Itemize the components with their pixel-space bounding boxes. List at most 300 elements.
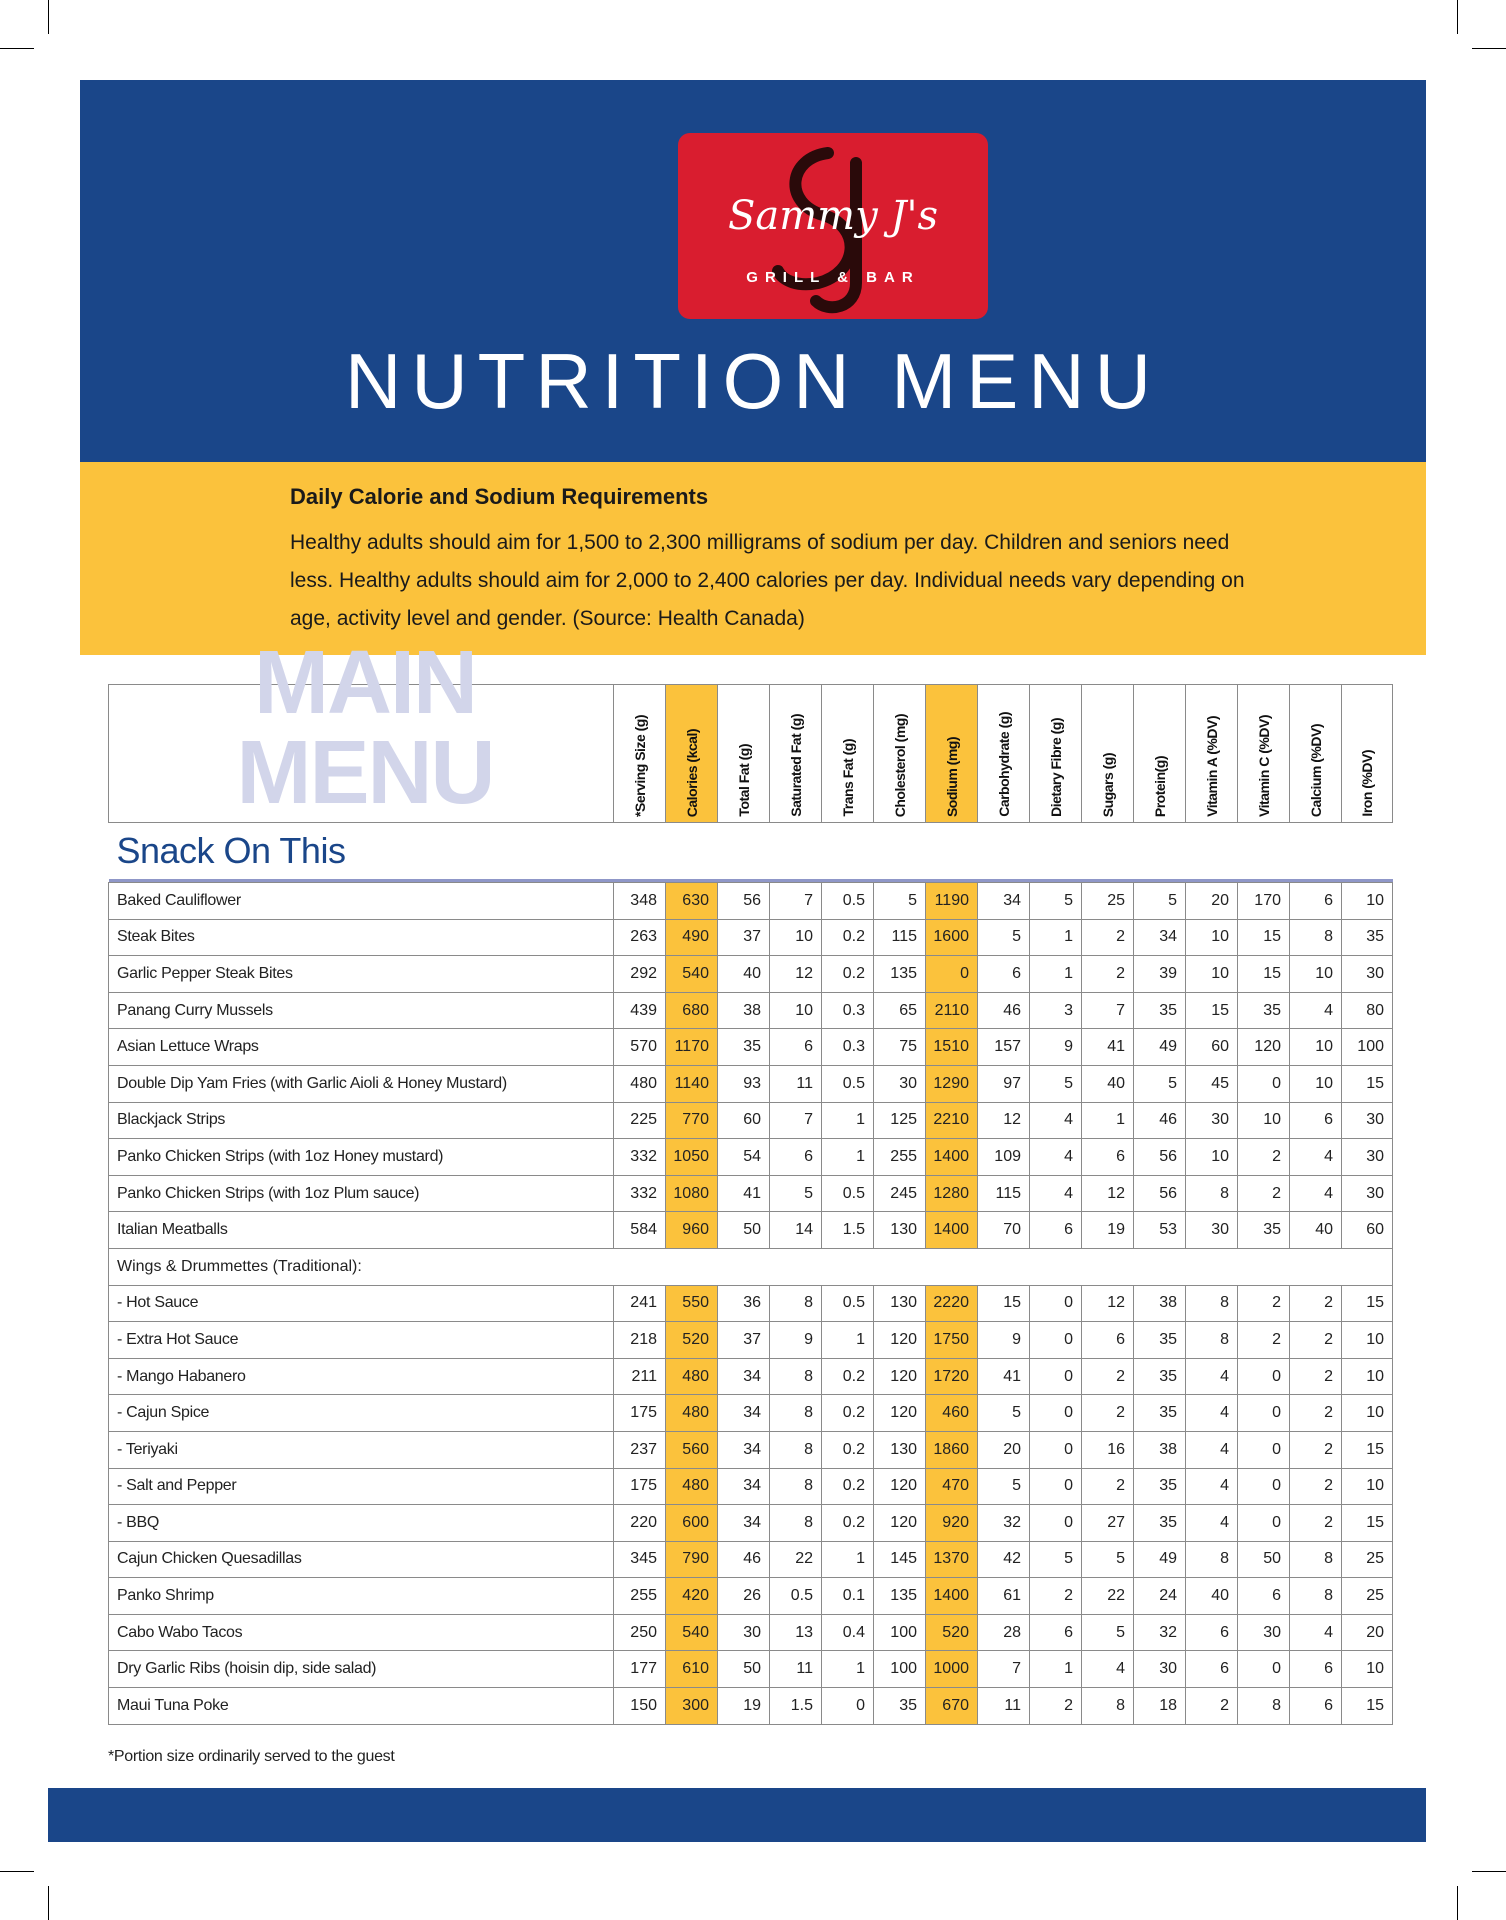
table-cell: 15 bbox=[1342, 1688, 1393, 1725]
table-cell: 2 bbox=[1082, 1395, 1134, 1432]
table-cell: 0.5 bbox=[770, 1578, 822, 1615]
table-cell: 5 bbox=[874, 883, 926, 920]
table-cell: 10 bbox=[1186, 919, 1238, 956]
table-cell: 10 bbox=[1342, 1322, 1393, 1359]
table-cell: 6 bbox=[1030, 1212, 1082, 1249]
table-cell: 8 bbox=[770, 1285, 822, 1322]
table-cell: 10 bbox=[1186, 956, 1238, 993]
table-cell: 1050 bbox=[666, 1139, 718, 1176]
table-cell: 34 bbox=[718, 1431, 770, 1468]
table-cell: 0.3 bbox=[822, 992, 874, 1029]
table-cell: 22 bbox=[1082, 1578, 1134, 1615]
table-cell: 540 bbox=[666, 1614, 718, 1651]
table-cell: 6 bbox=[1082, 1139, 1134, 1176]
table-cell: 460 bbox=[926, 1395, 978, 1432]
table-cell: 20 bbox=[978, 1431, 1030, 1468]
table-cell: 109 bbox=[978, 1139, 1030, 1176]
table-cell: 770 bbox=[666, 1102, 718, 1139]
item-name: Panko Chicken Strips (with 1oz Honey mustard) bbox=[109, 1139, 614, 1176]
table-cell: 1080 bbox=[666, 1175, 718, 1212]
table-cell: 75 bbox=[874, 1029, 926, 1066]
table-cell: 0 bbox=[1238, 1468, 1290, 1505]
table-cell: 7 bbox=[1082, 992, 1134, 1029]
table-cell: 1 bbox=[1082, 1102, 1134, 1139]
column-header-label: Calories (kcal) bbox=[683, 728, 700, 817]
table-cell: 1400 bbox=[926, 1578, 978, 1615]
table-cell: 520 bbox=[926, 1614, 978, 1651]
table-cell: 2 bbox=[1186, 1688, 1238, 1725]
table-cell: 2 bbox=[1238, 1322, 1290, 1359]
column-header bbox=[874, 685, 926, 823]
table-cell: 177 bbox=[614, 1651, 666, 1688]
table-cell: 4 bbox=[1186, 1505, 1238, 1542]
column-header bbox=[614, 685, 666, 823]
table-cell: 5 bbox=[1134, 1065, 1186, 1102]
table-cell: 100 bbox=[874, 1651, 926, 1688]
requirements-body: Healthy adults should aim for 1,500 to 2,300 milligrams of sodium per day. Children and seniors need less. Healthy adults should aim for 2,000 to 2,400 calories per day. Individual needs vary depending on age, activity level and gender. (Source: Health Canada) bbox=[290, 531, 1245, 630]
table-cell: 30 bbox=[1186, 1212, 1238, 1249]
table-cell: 8 bbox=[770, 1431, 822, 1468]
crop-mark bbox=[1457, 0, 1458, 34]
table-cell: 1170 bbox=[666, 1029, 718, 1066]
table-cell: 15 bbox=[978, 1285, 1030, 1322]
table-cell: 5 bbox=[1082, 1614, 1134, 1651]
table-cell: 56 bbox=[1134, 1139, 1186, 1176]
table-cell: 115 bbox=[978, 1175, 1030, 1212]
table-cell: 49 bbox=[1134, 1541, 1186, 1578]
table-cell: 0 bbox=[1030, 1322, 1082, 1359]
column-header bbox=[978, 685, 1030, 823]
table-row bbox=[109, 1285, 1393, 1322]
table-cell: 218 bbox=[614, 1322, 666, 1359]
table-cell: 32 bbox=[978, 1505, 1030, 1542]
table-cell: 8 bbox=[1186, 1322, 1238, 1359]
table-cell: 1370 bbox=[926, 1541, 978, 1578]
table-row bbox=[109, 1578, 1393, 1615]
table-cell: 1190 bbox=[926, 883, 978, 920]
table-cell: 135 bbox=[874, 956, 926, 993]
table-cell: 0 bbox=[1238, 1065, 1290, 1102]
table-cell: 9 bbox=[1030, 1029, 1082, 1066]
item-name: Panko Shrimp bbox=[109, 1578, 614, 1615]
table-cell: 10 bbox=[1342, 1468, 1393, 1505]
crop-mark bbox=[1457, 1886, 1458, 1920]
table-cell: 34 bbox=[978, 883, 1030, 920]
table-cell: 22 bbox=[770, 1541, 822, 1578]
restaurant-logo bbox=[678, 133, 988, 319]
table-cell: 6 bbox=[1030, 1614, 1082, 1651]
table-cell: 5 bbox=[1030, 883, 1082, 920]
table-cell: 1720 bbox=[926, 1358, 978, 1395]
table-cell: 35 bbox=[1134, 992, 1186, 1029]
table-cell: 225 bbox=[614, 1102, 666, 1139]
table-cell: 15 bbox=[1342, 1285, 1393, 1322]
table-cell: 960 bbox=[666, 1212, 718, 1249]
table-cell: 480 bbox=[666, 1468, 718, 1505]
table-cell: 5 bbox=[978, 1395, 1030, 1432]
table-cell: 1 bbox=[822, 1102, 874, 1139]
table-cell: 130 bbox=[874, 1285, 926, 1322]
group-label: Wings & Drummettes (Traditional): bbox=[109, 1248, 1393, 1285]
table-cell: 80 bbox=[1342, 992, 1393, 1029]
table-cell: 60 bbox=[1342, 1212, 1393, 1249]
table-cell: 12 bbox=[978, 1102, 1030, 1139]
table-cell: 1400 bbox=[926, 1212, 978, 1249]
column-header bbox=[1082, 685, 1134, 823]
table-cell: 570 bbox=[614, 1029, 666, 1066]
table-cell: 1140 bbox=[666, 1065, 718, 1102]
table-cell: 120 bbox=[874, 1468, 926, 1505]
item-name: - Salt and Pepper bbox=[109, 1468, 614, 1505]
table-row bbox=[109, 883, 1393, 920]
table-cell: 8 bbox=[1082, 1688, 1134, 1725]
table-cell: 30 bbox=[1342, 1139, 1393, 1176]
table-cell: 38 bbox=[1134, 1285, 1186, 1322]
table-cell: 60 bbox=[1186, 1029, 1238, 1066]
table-cell: 1600 bbox=[926, 919, 978, 956]
table-cell: 2 bbox=[1082, 919, 1134, 956]
footer-bar bbox=[48, 1788, 1426, 1842]
item-name: - Cajun Spice bbox=[109, 1395, 614, 1432]
table-cell: 250 bbox=[614, 1614, 666, 1651]
table-cell: 0 bbox=[1238, 1505, 1290, 1542]
table-cell: 470 bbox=[926, 1468, 978, 1505]
table-cell: 0 bbox=[1030, 1468, 1082, 1505]
table-cell: 5 bbox=[1134, 883, 1186, 920]
table-cell: 30 bbox=[718, 1614, 770, 1651]
table-cell: 11 bbox=[770, 1065, 822, 1102]
table-cell: 680 bbox=[666, 992, 718, 1029]
table-cell: 6 bbox=[1238, 1578, 1290, 1615]
table-row bbox=[109, 1212, 1393, 1249]
table-cell: 6 bbox=[770, 1139, 822, 1176]
table-cell: 4 bbox=[1290, 1139, 1342, 1176]
table-cell: 480 bbox=[614, 1065, 666, 1102]
crop-mark bbox=[0, 48, 34, 49]
table-row bbox=[109, 1322, 1393, 1359]
table-cell: 0 bbox=[1030, 1431, 1082, 1468]
table-cell: 2 bbox=[1082, 1468, 1134, 1505]
column-header-label: Dietary Fibre (g) bbox=[1047, 718, 1064, 817]
column-header-label: Cholesterol (mg) bbox=[891, 713, 908, 817]
group-header-row bbox=[109, 1248, 1393, 1285]
table-cell: 61 bbox=[978, 1578, 1030, 1615]
table-row bbox=[109, 1358, 1393, 1395]
table-cell: 2 bbox=[1290, 1395, 1342, 1432]
table-cell: 0.5 bbox=[822, 883, 874, 920]
item-name: Double Dip Yam Fries (with Garlic Aioli & Honey Mustard) bbox=[109, 1065, 614, 1102]
table-cell: 35 bbox=[718, 1029, 770, 1066]
table-cell: 420 bbox=[666, 1578, 718, 1615]
table-cell: 36 bbox=[718, 1285, 770, 1322]
table-cell: 10 bbox=[1238, 1102, 1290, 1139]
table-cell: 30 bbox=[1186, 1102, 1238, 1139]
table-cell: 4 bbox=[1030, 1102, 1082, 1139]
requirements-heading: Daily Calorie and Sodium Requirements bbox=[290, 484, 709, 509]
table-cell: 56 bbox=[1134, 1175, 1186, 1212]
table-cell: 30 bbox=[1238, 1614, 1290, 1651]
table-cell: 30 bbox=[1134, 1651, 1186, 1688]
column-header-label: Carbohydrate (g) bbox=[995, 712, 1012, 817]
table-cell: 5 bbox=[1030, 1541, 1082, 1578]
table-cell: 40 bbox=[718, 956, 770, 993]
logo-subtitle: GRILL & BAR bbox=[746, 269, 920, 286]
table-cell: 34 bbox=[718, 1505, 770, 1542]
table-cell: 28 bbox=[978, 1614, 1030, 1651]
table-cell: 1 bbox=[1030, 919, 1082, 956]
table-cell: 2 bbox=[1290, 1285, 1342, 1322]
crop-mark bbox=[1472, 48, 1506, 49]
table-cell: 15 bbox=[1342, 1065, 1393, 1102]
table-cell: 4 bbox=[1030, 1139, 1082, 1176]
table-cell: 120 bbox=[874, 1505, 926, 1542]
table-cell: 16 bbox=[1082, 1431, 1134, 1468]
table-cell: 12 bbox=[1082, 1175, 1134, 1212]
table-cell: 12 bbox=[770, 956, 822, 993]
table-cell: 2 bbox=[1238, 1139, 1290, 1176]
table-cell: 35 bbox=[1238, 1212, 1290, 1249]
header-banner bbox=[80, 80, 1426, 462]
table-cell: 6 bbox=[1290, 883, 1342, 920]
table-cell: 332 bbox=[614, 1175, 666, 1212]
table-cell: 4 bbox=[1186, 1468, 1238, 1505]
column-header-label: Protein(g) bbox=[1151, 755, 1168, 817]
table-cell: 9 bbox=[770, 1322, 822, 1359]
table-cell: 120 bbox=[874, 1395, 926, 1432]
table-cell: 630 bbox=[666, 883, 718, 920]
table-cell: 115 bbox=[874, 919, 926, 956]
table-cell: 263 bbox=[614, 919, 666, 956]
table-cell: 65 bbox=[874, 992, 926, 1029]
table-cell: 0 bbox=[1030, 1505, 1082, 1542]
table-cell: 49 bbox=[1134, 1029, 1186, 1066]
table-cell: 35 bbox=[1134, 1505, 1186, 1542]
main-menu-cell bbox=[109, 633, 614, 823]
table-cell: 6 bbox=[1290, 1102, 1342, 1139]
table-cell: 24 bbox=[1134, 1578, 1186, 1615]
table-cell: 10 bbox=[770, 992, 822, 1029]
table-cell: 245 bbox=[874, 1175, 926, 1212]
table-cell: 42 bbox=[978, 1541, 1030, 1578]
table-cell: 550 bbox=[666, 1285, 718, 1322]
table-cell: 2110 bbox=[926, 992, 978, 1029]
table-cell: 34 bbox=[718, 1358, 770, 1395]
item-name: Baked Cauliflower bbox=[109, 883, 614, 920]
column-header bbox=[822, 685, 874, 823]
table-cell: 0.1 bbox=[822, 1578, 874, 1615]
item-name: Steak Bites bbox=[109, 919, 614, 956]
table-cell: 120 bbox=[874, 1358, 926, 1395]
table-cell: 20 bbox=[1186, 883, 1238, 920]
table-cell: 4 bbox=[1290, 1614, 1342, 1651]
section-row bbox=[109, 823, 1393, 880]
table-row bbox=[109, 956, 1393, 993]
table-cell: 157 bbox=[978, 1029, 1030, 1066]
table-cell: 10 bbox=[1342, 883, 1393, 920]
item-name: - Extra Hot Sauce bbox=[109, 1322, 614, 1359]
table-cell: 2 bbox=[1030, 1578, 1082, 1615]
table-cell: 0.5 bbox=[822, 1065, 874, 1102]
item-name: - BBQ bbox=[109, 1505, 614, 1542]
table-cell: 584 bbox=[614, 1212, 666, 1249]
table-row bbox=[109, 1102, 1393, 1139]
table-cell: 0.2 bbox=[822, 1431, 874, 1468]
table-cell: 15 bbox=[1238, 919, 1290, 956]
table-cell: 300 bbox=[666, 1688, 718, 1725]
table-cell: 34 bbox=[1134, 919, 1186, 956]
table-cell: 0 bbox=[1030, 1358, 1082, 1395]
table-cell: 1.5 bbox=[770, 1688, 822, 1725]
table-cell: 0 bbox=[1238, 1431, 1290, 1468]
table-row bbox=[109, 1139, 1393, 1176]
item-name: Dry Garlic Ribs (hoisin dip, side salad) bbox=[109, 1651, 614, 1688]
table-cell: 4 bbox=[1030, 1175, 1082, 1212]
table-cell: 170 bbox=[1238, 883, 1290, 920]
table-cell: 93 bbox=[718, 1065, 770, 1102]
table-cell: 10 bbox=[1342, 1358, 1393, 1395]
table-cell: 38 bbox=[718, 992, 770, 1029]
table-row bbox=[109, 1688, 1393, 1725]
table-cell: 1750 bbox=[926, 1322, 978, 1359]
table-cell: 6 bbox=[978, 956, 1030, 993]
table-cell: 8 bbox=[1238, 1688, 1290, 1725]
table-cell: 41 bbox=[1082, 1029, 1134, 1066]
table-cell: 15 bbox=[1342, 1431, 1393, 1468]
crop-mark bbox=[0, 1871, 34, 1872]
table-cell: 10 bbox=[1290, 1029, 1342, 1066]
table-cell: 35 bbox=[1134, 1358, 1186, 1395]
table-cell: 2 bbox=[1290, 1322, 1342, 1359]
table-cell: 5 bbox=[1030, 1065, 1082, 1102]
table-cell: 8 bbox=[1290, 1541, 1342, 1578]
table-cell: 145 bbox=[874, 1541, 926, 1578]
column-header bbox=[666, 685, 718, 823]
main-menu-label: MAIN MENU bbox=[236, 633, 494, 823]
table-cell: 2 bbox=[1082, 1358, 1134, 1395]
table-cell: 490 bbox=[666, 919, 718, 956]
column-header bbox=[1290, 685, 1342, 823]
table-cell: 1860 bbox=[926, 1431, 978, 1468]
table-cell: 60 bbox=[718, 1102, 770, 1139]
table-cell: 130 bbox=[874, 1431, 926, 1468]
table-cell: 46 bbox=[978, 992, 1030, 1029]
table-cell: 40 bbox=[1290, 1212, 1342, 1249]
table-cell: 2 bbox=[1290, 1505, 1342, 1542]
table-cell: 25 bbox=[1342, 1541, 1393, 1578]
table-cell: 0.3 bbox=[822, 1029, 874, 1066]
table-cell: 0.2 bbox=[822, 1358, 874, 1395]
table-cell: 37 bbox=[718, 919, 770, 956]
table-cell: 0.5 bbox=[822, 1175, 874, 1212]
table-cell: 35 bbox=[1134, 1322, 1186, 1359]
table-cell: 6 bbox=[1186, 1651, 1238, 1688]
table-cell: 20 bbox=[1342, 1614, 1393, 1651]
requirements-panel bbox=[80, 462, 1426, 655]
table-cell: 8 bbox=[770, 1505, 822, 1542]
table-row bbox=[109, 1431, 1393, 1468]
table-cell: 670 bbox=[926, 1688, 978, 1725]
table-cell: 0.2 bbox=[822, 956, 874, 993]
table-cell: 4 bbox=[1186, 1358, 1238, 1395]
table-cell: 480 bbox=[666, 1395, 718, 1432]
table-cell: 35 bbox=[1342, 919, 1393, 956]
table-cell: 30 bbox=[1342, 1102, 1393, 1139]
table-cell: 40 bbox=[1082, 1065, 1134, 1102]
table-cell: 255 bbox=[614, 1578, 666, 1615]
column-header-label: Sodium (mg) bbox=[943, 736, 960, 817]
table-cell: 2 bbox=[1238, 1285, 1290, 1322]
table-cell: 120 bbox=[874, 1322, 926, 1359]
table-cell: 1000 bbox=[926, 1651, 978, 1688]
table-cell: 35 bbox=[1134, 1468, 1186, 1505]
table-cell: 30 bbox=[1342, 1175, 1393, 1212]
table-cell: 600 bbox=[666, 1505, 718, 1542]
column-header bbox=[770, 685, 822, 823]
table-cell: 241 bbox=[614, 1285, 666, 1322]
table-cell: 439 bbox=[614, 992, 666, 1029]
column-header-label: Iron (%DV) bbox=[1359, 750, 1375, 817]
table-cell: 30 bbox=[874, 1065, 926, 1102]
table-cell: 2 bbox=[1290, 1358, 1342, 1395]
column-header bbox=[1030, 685, 1082, 823]
table-cell: 0 bbox=[926, 956, 978, 993]
item-name: - Teriyaki bbox=[109, 1431, 614, 1468]
item-name: Maui Tuna Poke bbox=[109, 1688, 614, 1725]
table-row bbox=[109, 1651, 1393, 1688]
table-cell: 790 bbox=[666, 1541, 718, 1578]
table-cell: 11 bbox=[770, 1651, 822, 1688]
table-cell: 54 bbox=[718, 1139, 770, 1176]
column-header bbox=[1238, 685, 1290, 823]
table-cell: 4 bbox=[1186, 1431, 1238, 1468]
table-cell: 920 bbox=[926, 1505, 978, 1542]
table-cell: 1400 bbox=[926, 1139, 978, 1176]
table-cell: 211 bbox=[614, 1358, 666, 1395]
table-cell: 10 bbox=[1290, 956, 1342, 993]
table-cell: 292 bbox=[614, 956, 666, 993]
table-cell: 150 bbox=[614, 1688, 666, 1725]
table-cell: 6 bbox=[1082, 1322, 1134, 1359]
table-cell: 15 bbox=[1238, 956, 1290, 993]
table-row bbox=[109, 1395, 1393, 1432]
crop-mark bbox=[1472, 1871, 1506, 1872]
table-cell: 3 bbox=[1030, 992, 1082, 1029]
table-cell: 15 bbox=[1342, 1505, 1393, 1542]
table-cell: 10 bbox=[1290, 1065, 1342, 1102]
table-cell: 8 bbox=[770, 1395, 822, 1432]
table-cell: 1280 bbox=[926, 1175, 978, 1212]
table-cell: 35 bbox=[1238, 992, 1290, 1029]
table-cell: 0.2 bbox=[822, 1505, 874, 1542]
column-header bbox=[718, 685, 770, 823]
table-row bbox=[109, 919, 1393, 956]
table-cell: 34 bbox=[718, 1395, 770, 1432]
table-cell: 39 bbox=[1134, 956, 1186, 993]
table-cell: 5 bbox=[1082, 1541, 1134, 1578]
table-cell: 35 bbox=[1134, 1395, 1186, 1432]
table-cell: 30 bbox=[1342, 956, 1393, 993]
table-row bbox=[109, 1175, 1393, 1212]
table-cell: 610 bbox=[666, 1651, 718, 1688]
table-cell: 4 bbox=[1186, 1395, 1238, 1432]
table-cell: 41 bbox=[718, 1175, 770, 1212]
table-cell: 0.4 bbox=[822, 1614, 874, 1651]
footnote: *Portion size ordinarily served to the guest bbox=[108, 1748, 395, 1765]
column-header-label: Calcium (%DV) bbox=[1307, 723, 1324, 817]
column-header-label: Total Fat (g) bbox=[735, 744, 752, 817]
table-row bbox=[109, 1505, 1393, 1542]
table-cell: 56 bbox=[718, 883, 770, 920]
